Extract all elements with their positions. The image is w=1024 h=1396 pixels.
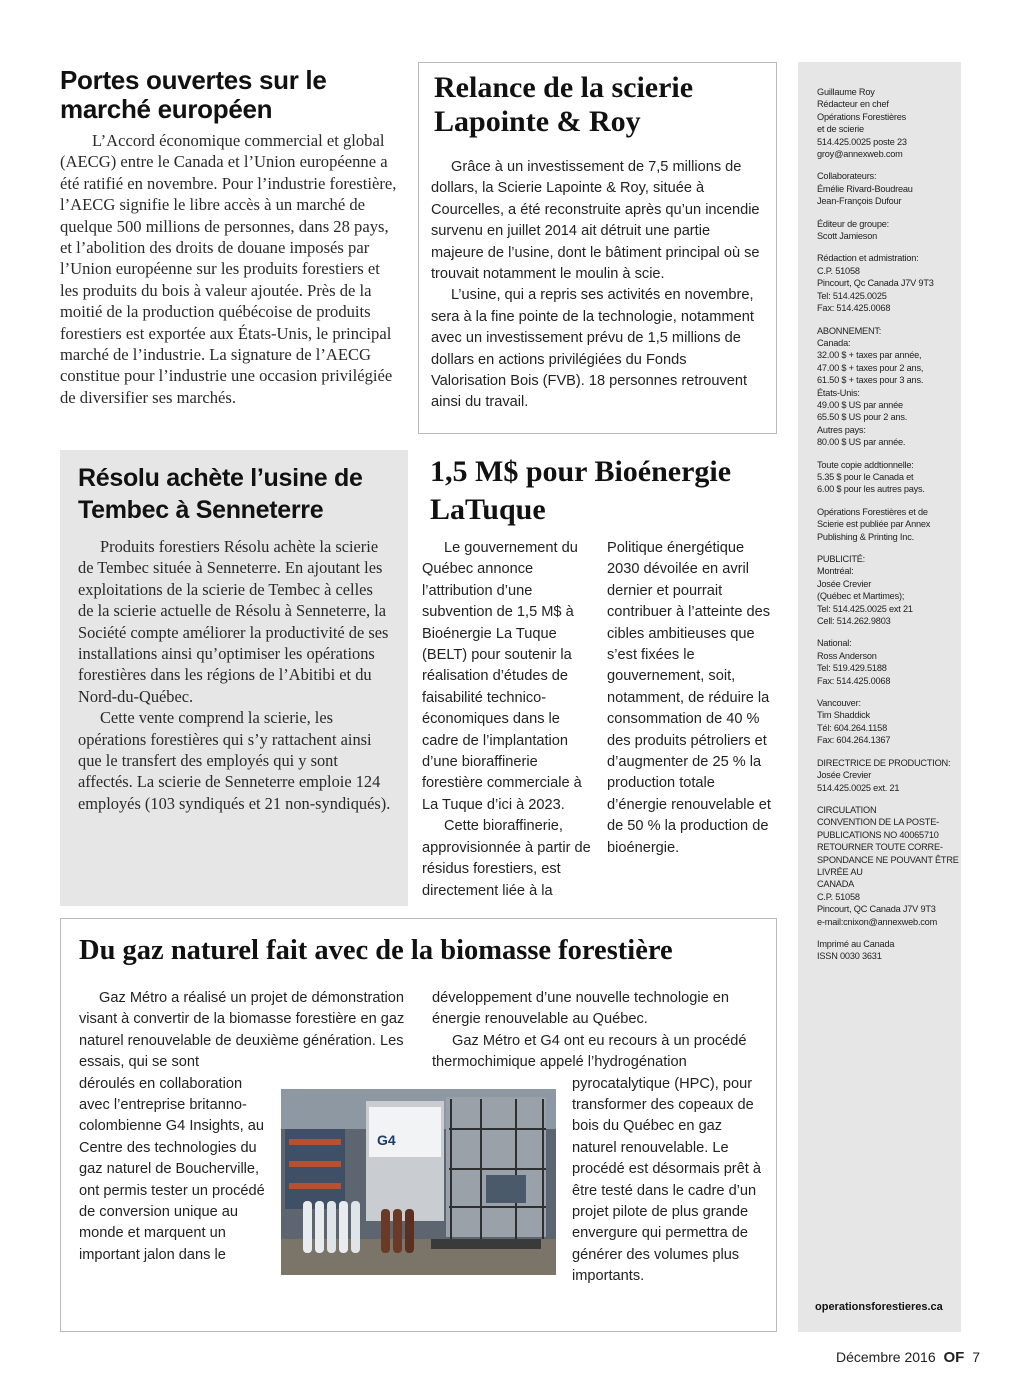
masthead-block: [817, 218, 955, 243]
masthead-line: Tel: 514.425.0025: [817, 290, 887, 301]
photo-illustration: [281, 1089, 556, 1275]
article-portes-ouvertes: [60, 66, 402, 408]
masthead-block: [817, 637, 955, 687]
masthead-line: C.P. 51058: [817, 891, 860, 902]
article-paragraph: Politique énergétique 2030 dévoilée en avril dernier et pourrait contribuer à l’atteinte des cibles ambitieuses que s’est fixées le gouvernement, soit, notamment, de réduire la consommation de 40 % des produits pétroliers et d’augmenter de 25 % la production totale d’énergie renouvelable et de 50 % la production de bioénergie.: [607, 540, 771, 856]
masthead-line: Fax: 514.425.0068: [817, 303, 891, 314]
masthead-line: Cell: 514.262.9803: [817, 616, 891, 627]
masthead-line: CANADA: [817, 879, 855, 890]
article-title-bioenergie: 1,5 M$ pour Bioénergie LaTuque: [430, 455, 732, 526]
masthead-block: [817, 697, 955, 747]
masthead-line: PUBLICITÉ:: [817, 554, 866, 564]
masthead-line: Pincourt, Qc Canada J7V 9T3: [817, 278, 934, 289]
masthead-line: Toute copie addtionnelle:: [817, 459, 914, 470]
masthead-line: 32.00 $ + taxes par année,: [817, 350, 922, 361]
masthead-sidebar: [798, 62, 961, 1332]
masthead-line: 65.50 $ US pour 2 ans.: [817, 412, 908, 423]
masthead-line: LIVRÉE AU: [817, 866, 863, 877]
masthead-line: Éditeur de groupe:: [817, 218, 889, 229]
masthead-line: National:: [817, 638, 852, 649]
masthead-line: et de scierie: [817, 124, 864, 135]
masthead-line: Canada:: [817, 337, 851, 348]
masthead-line: ABONNEMENT:: [817, 325, 882, 336]
article-paragraph: Le gouvernement du Québec annonce l’attribution d’une subvention de 1,5 M$ à Bioénergie La Tuque (BELT) pour soutenir la réalisation d’études de faisabilité technico-économiques dans le cadre de l’implantation d’une bioraffinerie forestière commerciale à La Tuque d’ici à 2023.: [422, 540, 582, 813]
masthead-line: Jean-François Dufour: [817, 196, 902, 207]
masthead-line: Scierie est publiée par Annex: [817, 519, 931, 530]
masthead-block: [817, 252, 955, 314]
masthead-line: Émélie Rivard-Boudreau: [817, 183, 913, 194]
masthead-line: Autres pays:: [817, 424, 866, 435]
masthead-block: [817, 325, 955, 449]
masthead-line: C.P. 51058: [817, 265, 860, 276]
masthead-line: Fax: 514.425.0068: [817, 675, 891, 686]
masthead-line: Scott Jamieson: [817, 231, 878, 242]
masthead-line: CIRCULATION: [817, 804, 877, 815]
masthead-line: SPONDANCE NE POUVANT ÊTRE: [817, 854, 959, 865]
masthead-line: 6.00 $ pour les autres pays.: [817, 484, 925, 495]
masthead-block: [817, 86, 955, 160]
article-paragraph: L’usine, qui a repris ses activités en novembre, sera à la fine pointe de la technologie, notamment avec un investissement prévu de 1,5 millions de dollars en actions privilégiées du Fonds Valorisation Bois (FVB). 18 personnes retrouvent ainsi du travail.: [431, 287, 754, 411]
article-paragraph: Produits forestiers Résolu achète la scierie de Tembec située à Senneterre. En ajoutant les exploitations de la scierie de Tembec à celles de la scierie actuelle de Résolu à Senneterre, la Société compte améliorer la productivité de ses installations ainsi qu’optimiser les opérations forestières dans les régions de l’Abitibi et du Nord-du-Québec.: [78, 537, 389, 706]
masthead-block: [817, 804, 959, 928]
article-paragraph: Gaz Métro a réalisé un projet de démonstration visant à convertir de la biomasse forestière en gaz naturel renouvelable de deuxième génération. Les essais, qui se sont: [79, 990, 405, 1071]
article-paragraph-wrapped: pyrocatalytique (HPC), pour transformer des copeaux de bois du Québec en gaz naturel renouvelable. Le procédé est désormais prêt à être testé dans le cadre d’un projet pilote de plus grande envergure qui permettra de générer des volumes plus importants.: [572, 1075, 762, 1285]
masthead-line: 5.35 $ pour le Canada et: [817, 471, 914, 482]
masthead-line: 514.425.0025 ext. 21: [817, 782, 900, 793]
masthead-line: 47.00 $ + taxes pour 2 ans,: [817, 362, 924, 373]
masthead-line: DIRECTRICE DE PRODUCTION:: [817, 757, 951, 768]
masthead-line: Opérations Forestières: [817, 111, 907, 122]
masthead-block: [817, 938, 955, 963]
masthead-line: Tél: 604.264.1158: [817, 722, 887, 733]
masthead-line: Tim Shaddick: [817, 710, 870, 721]
article-gaz-naturel-box: [60, 918, 777, 1332]
masthead-line: Tel: 514.425.0025 ext 21: [817, 603, 913, 614]
masthead-line: Ross Anderson: [817, 650, 877, 661]
masthead-line: Montréal:: [817, 566, 854, 577]
masthead-line: 49.00 $ US par année: [817, 399, 903, 410]
article-column-1: [422, 538, 594, 902]
masthead-line: 80.00 $ US par année.: [817, 437, 906, 448]
magazine-brand: OF: [943, 1349, 965, 1366]
article-paragraph: Cette bioraffinerie, approvisionnée à partir de résidus forestiers, est directement liée à la: [422, 818, 591, 899]
masthead-block: [817, 459, 955, 496]
masthead-line: 514.425.0025 poste 23: [817, 136, 907, 147]
masthead-line: Publishing & Printing Inc.: [817, 531, 914, 542]
masthead-line: Collaborateurs:: [817, 171, 877, 182]
masthead-line: Rédaction et admistration:: [817, 253, 919, 264]
page-number: 7: [972, 1349, 981, 1365]
masthead-line: Vancouver:: [817, 698, 861, 709]
article-paragraph: développement d’une nouvelle technologie en énergie renouvelable au Québec.: [432, 990, 729, 1028]
article-title: Relance de la scierie Lapointe & Roy: [434, 71, 694, 138]
masthead-line: ISSN 0030 3631: [817, 951, 882, 962]
masthead-line: RETOURNER TOUTE CORRE-: [817, 842, 943, 853]
article-title: Du gaz naturel fait avec de la biomasse forestière: [79, 935, 673, 966]
website-url[interactable]: operationsforestieres.ca: [815, 1301, 943, 1313]
masthead-line: États-Unis:: [817, 387, 860, 398]
masthead-line: Pincourt, QC Canada J7V 9T3: [817, 904, 936, 915]
article-relance-box: [418, 62, 777, 434]
masthead-line: Josée Crevier: [817, 578, 872, 589]
article-title: Résolu achète l’usine de Tembec à Senneterre: [78, 464, 363, 524]
masthead-line: Guillaume Roy: [817, 87, 875, 97]
masthead-line: PUBLICATIONS NO 40065710: [817, 829, 939, 840]
masthead-line: CONVENTION DE LA POSTE-: [817, 817, 940, 828]
article-paragraph: Grâce à un investissement de 7,5 millions de dollars, la Scierie Lapointe & Roy, située à Courcelles, a été reconstruite après qu’un incendie survenu en juillet 2014 ait détruit une partie majeure de l’usine, dont le bâtiment principal où se trouvait notamment le moulin à scie.: [431, 159, 760, 283]
masthead-line: e-mail:cnixon@annexweb.com: [817, 916, 938, 927]
article-title: Portes ouvertes sur le marché européen: [60, 65, 327, 124]
masthead-line: 61.50 $ + taxes pour 3 ans.: [817, 375, 924, 386]
masthead-line: Tel: 519.429.5188: [817, 663, 887, 674]
masthead-line: (Québec et Martimes);: [817, 591, 905, 602]
photo-sign-text: G4: [377, 1132, 396, 1148]
article-paragraph-wrapped: déroulés en collaboration avec l’entreprise britanno-colombienne G4 Insights, au Centre des technologies du gaz naturel de Boucherville, ont permis tester un procédé de conversion unique au monde et marquent un important jalon dans le: [79, 1075, 265, 1263]
photo-biomass-unit: [281, 1089, 556, 1275]
issue-date: Décembre 2016: [836, 1349, 936, 1365]
masthead-line: Rédacteur en chef: [817, 99, 889, 110]
masthead-line: Opérations Forestières et de: [817, 506, 928, 517]
masthead-block: [817, 757, 955, 794]
masthead-line: Imprimé au Canada: [817, 938, 895, 949]
page-footer: [836, 1349, 980, 1366]
article-body: L’Accord économique commercial et global (AECG) entre le Canada et l’Union européenne a été ratifié en novembre. Pour l’industrie forestière, l’AECG signifie le libre accès à un marché de quelque 500 millions de personnes, dans 28 pays, et l’abolition des droits de douane imposés par l’Union européenne sur les produits forestiers et les produits du bois à valeur ajoutée. Près de la moitié de la production québécoise de produits forestiers est exportée aux États-Unis, le principal marché de l’industrie. La signature de l’AECG constitue pour l’industrie une occasion privilégiée de diversifier ses marchés.: [60, 131, 397, 407]
article-paragraph: Gaz Métro et G4 ont eu recours à un procédé thermochimique appelé l’hydrogénation: [432, 1032, 747, 1071]
article-column-2: [607, 538, 777, 859]
masthead-block: [817, 170, 955, 207]
masthead-line: Fax: 604.264.1367: [817, 735, 891, 746]
masthead-line: Josée Crevier: [817, 770, 872, 781]
article-paragraph: Cette vente comprend la scierie, les opérations forestières qui s’y rattachent ainsi que le transfert des employés qui y sont affectés. La scierie de Senneterre emploie 124 employés (103 syndiqués et 21 non-syndiqués).: [78, 708, 391, 813]
masthead-block: [817, 553, 955, 627]
masthead-block: [817, 506, 955, 543]
article-resolu-box: [60, 450, 408, 906]
masthead-line: groy@annexweb.com: [817, 149, 903, 160]
